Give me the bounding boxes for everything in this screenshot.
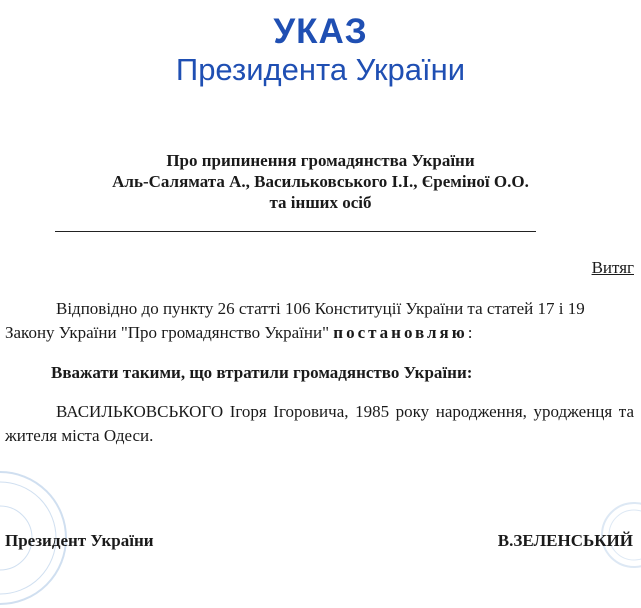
person-paragraph bbox=[5, 400, 634, 448]
preamble-paragraph bbox=[5, 297, 634, 345]
signature-role: Президент України bbox=[5, 531, 154, 550]
extract-label: Витяг bbox=[591, 258, 634, 277]
decree-keyword: постановляю bbox=[333, 323, 468, 342]
decision-paragraph: Вважати такими, що втратили громадянство України: bbox=[51, 363, 473, 382]
document-subtitle: Президента України bbox=[175, 52, 466, 87]
decree-heading-line: та інших осіб bbox=[269, 193, 372, 212]
document-title: УКАЗ bbox=[273, 12, 368, 51]
decree-heading-line: Аль-Салямата А., Васильковського І.І., Єреміної О.О. bbox=[112, 172, 529, 191]
decree-heading bbox=[0, 150, 641, 213]
preamble-text: Відповідно до пункту 26 статті 106 Конституції України та статей 17 і 19 Закону України "Про громадянство України" bbox=[5, 299, 585, 342]
decree-heading-line: Про припинення громадянства України bbox=[166, 151, 475, 170]
signature-name: В.ЗЕЛЕНСЬКИЙ bbox=[497, 531, 633, 550]
person-text: ВАСИЛЬКОВСЬКОГО Ігоря Ігоровича, 1985 року народження, уродженця та жителя міста Одеси. bbox=[5, 402, 634, 445]
heading-divider bbox=[55, 231, 536, 232]
preamble-end: : bbox=[467, 323, 473, 342]
